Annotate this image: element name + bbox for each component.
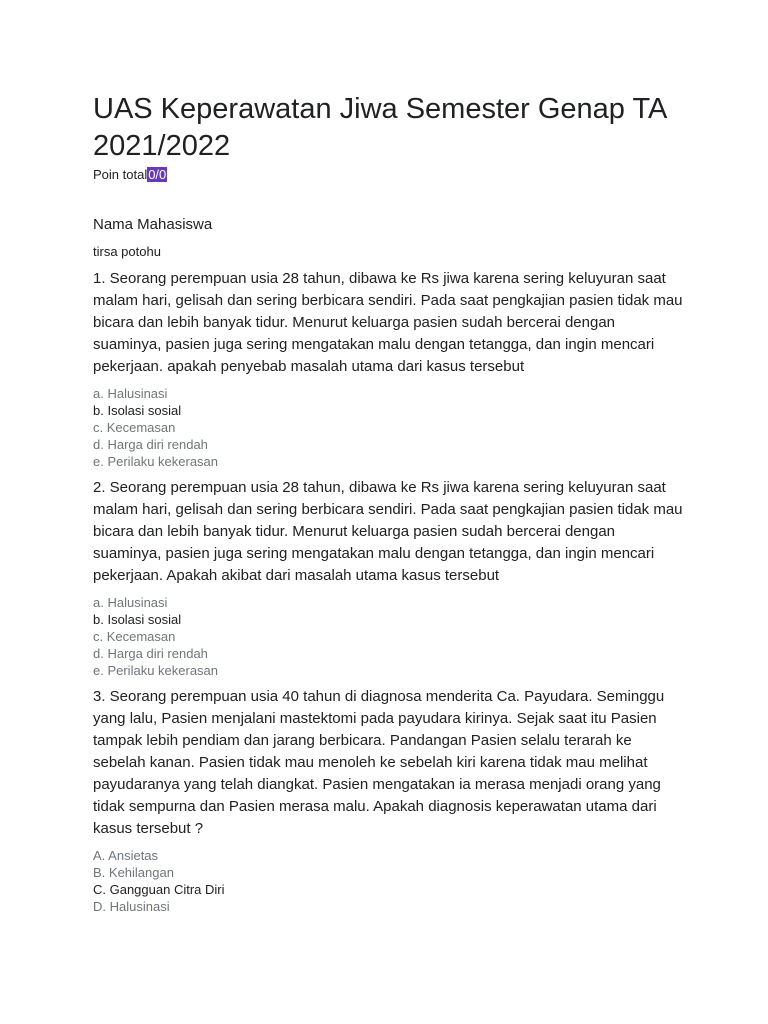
answer-option: a. Halusinasi [93,386,168,401]
question-list [93,268,768,915]
name-field-label: Nama Mahasiswa [93,216,213,233]
answer-option: B. Kehilangan [93,865,174,880]
question-text: 2. Seorang perempuan usia 28 tahun, dibawa ke Rs jiwa karena sering keluyuran saat malam hari, gelisah dan sering berbicara sendiri. Pada saat pengkajian pasien tidak mau bicara dan lebih banyak tidur. Menurut keluarga pasien sudah bercerai dengan suaminya, pasien juga sering mengatakan malu dengan tetangga, dan ingin mencari pekerjaan. Apakah akibat dari masalah utama kasus tersebut [93,479,683,584]
answer-option: A. Ansietas [93,848,159,863]
question-block [93,686,683,915]
answer-option: c. Kecemasan [93,629,176,644]
answer-option: e. Perilaku kekerasan [93,663,219,678]
answer-option: c. Kecemasan [93,420,176,435]
answer-options [93,385,683,470]
question-text: 1. Seorang perempuan usia 28 tahun, dibawa ke Rs jiwa karena sering keluyuran saat malam hari, gelisah dan sering berbicara sendiri. Pada saat pengkajian pasien tidak mau bicara dan lebih banyak tidur. Menurut keluarga pasien sudah bercerai dengan suaminya, pasien juga sering mengatakan malu dengan tetangga, dan ingin mencari pekerjaan. apakah penyebab masalah utama dari kasus tersebut [93,270,683,375]
question-block [93,268,683,470]
points-label: Poin total [93,167,148,182]
answer-option: D. Halusinasi [93,899,170,914]
answer-option: a. Halusinasi [93,595,168,610]
answer-options [93,847,683,915]
question-text: 3. Seorang perempuan usia 40 tahun di diagnosa menderita Ca. Payudara. Seminggu yang lalu, Pasien menjalani mastektomi pada payudara kirinya. Sejak saat itu Pasien tampak lebih pendiam dan jarang berbicara. Pandangan Pasien selalu terarah ke sebelah kanan. Pasien tidak mau menoleh ke sebelah kiri karena tidak mau melihat payudaranya yang telah diangkat. Pasien mengatakan ia merasa menjadi orang yang tidak sempurna dan Pasien merasa malu. Apakah diagnosis keperawatan utama dari kasus tersebut ? [93,688,665,837]
answer-option: d. Harga diri rendah [93,646,208,661]
question-block [93,477,683,679]
answer-options [93,594,683,679]
answer-option-selected: C. Gangguan Citra Diri [93,882,225,897]
answer-option-selected: b. Isolasi sosial [93,612,182,627]
answer-option: d. Harga diri rendah [93,437,208,452]
total-points [93,166,768,184]
answer-option-selected: b. Isolasi sosial [93,403,182,418]
answer-option: e. Perilaku kekerasan [93,454,219,469]
points-value-badge: 0/0 [148,167,167,182]
name-field-answer: tirsa potohu [93,244,161,259]
form-title: UAS Keperawatan Jiwa Semester Genap TA 2021/2022 [93,93,666,162]
